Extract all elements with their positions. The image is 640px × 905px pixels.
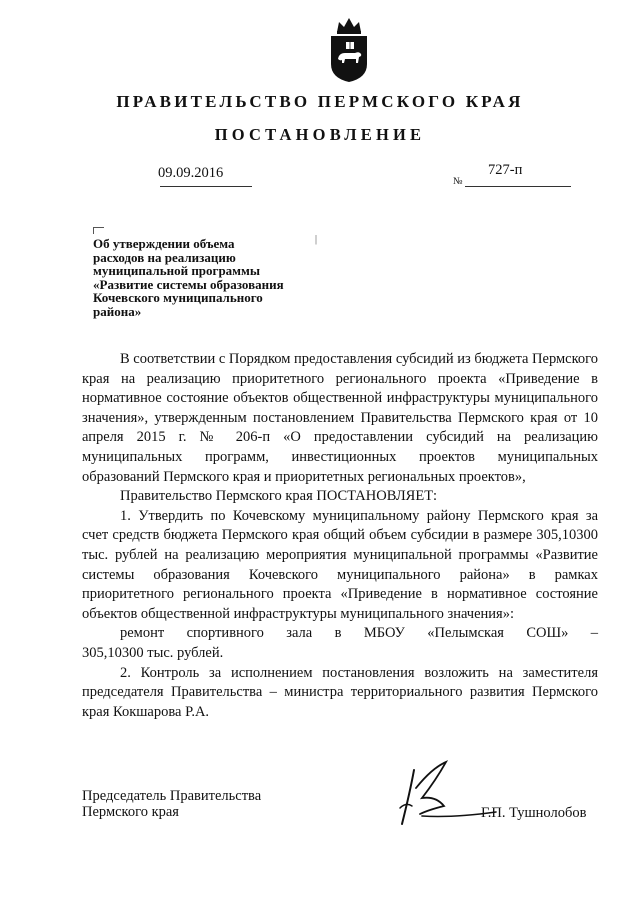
- subject-corner-mark: [93, 227, 104, 234]
- decree-paragraph: Правительство Пермского края ПОСТАНОВЛЯЕТ:: [120, 488, 438, 505]
- item-1-amount-line: 305,10300 тыс. рублей.: [82, 644, 224, 661]
- date-underline: [160, 186, 252, 187]
- coat-of-arms-emblem: [325, 14, 373, 84]
- item-1-repair-line: ремонт спортивного зала в МБОУ «Пелымская СОШ» –: [120, 625, 598, 642]
- signatory-title-line: Пермского края: [82, 803, 179, 820]
- subject-corner-tick: |: [315, 234, 318, 245]
- number-sign: №: [453, 176, 463, 187]
- subject-line: «Развитие системы образования: [93, 276, 284, 292]
- subject-line: района»: [93, 303, 142, 319]
- subject-line: Об утверждении объема: [93, 236, 235, 251]
- number-underline: [465, 186, 571, 187]
- document-number: 727-п: [488, 162, 523, 178]
- item-1-paragraph: 1. Утвердить по Кочевскому муниципальному району Пермского края за счет средств бюджета Пермского края общий объем субсидии в размере 305,10300 тыс. рублей на реализацию мероприятия муниципальной программы «Развитие системы образования Кочевского муниципального района» в рамках приоритетного регионального проекта «Приведение в нормативное состояние объектов общественной инфраструктуры муниципального значения»:: [82, 507, 598, 622]
- signatory-name: Г.П. Тушнолобов: [481, 805, 587, 821]
- item-2-paragraph: 2. Контроль за исполнением постановления возложить на заместителя председателя Правительства – министра территориального развития Пермского края Кокшарова Р.А.: [82, 664, 598, 720]
- subject-line: расходов на реализацию: [93, 249, 236, 265]
- document-type: ПОСТАНОВЛЕНИЕ: [214, 125, 426, 144]
- preamble-paragraph: В соответствии с Порядком предоставления субсидий из бюджета Пермского края на реализацию приоритетного регионального проекта «Приведение в нормативное состояние объектов общественной инфраструктуры муниципального значения», утвержденным постановлением Правительства Пермского края от 10 апреля 2015 г. № 206-п «О предоставлении субсидий на реализацию муниципальных программ, инвестиционных проектов муниципальных образований Пермского края и приоритетных региональных проектов»,: [82, 351, 598, 485]
- signatory-title: [82, 789, 261, 820]
- subject-line: Кочевского муниципального: [93, 290, 263, 306]
- document-subject: [93, 237, 343, 319]
- government-title: ПРАВИТЕЛЬСТВО ПЕРМСКОГО КРАЯ: [116, 92, 524, 111]
- document-date: 09.09.2016: [158, 165, 224, 181]
- signatory-title-line: Председатель Правительства: [82, 788, 262, 804]
- subject-line: муниципальной программы: [93, 263, 261, 279]
- document-body: [82, 350, 598, 722]
